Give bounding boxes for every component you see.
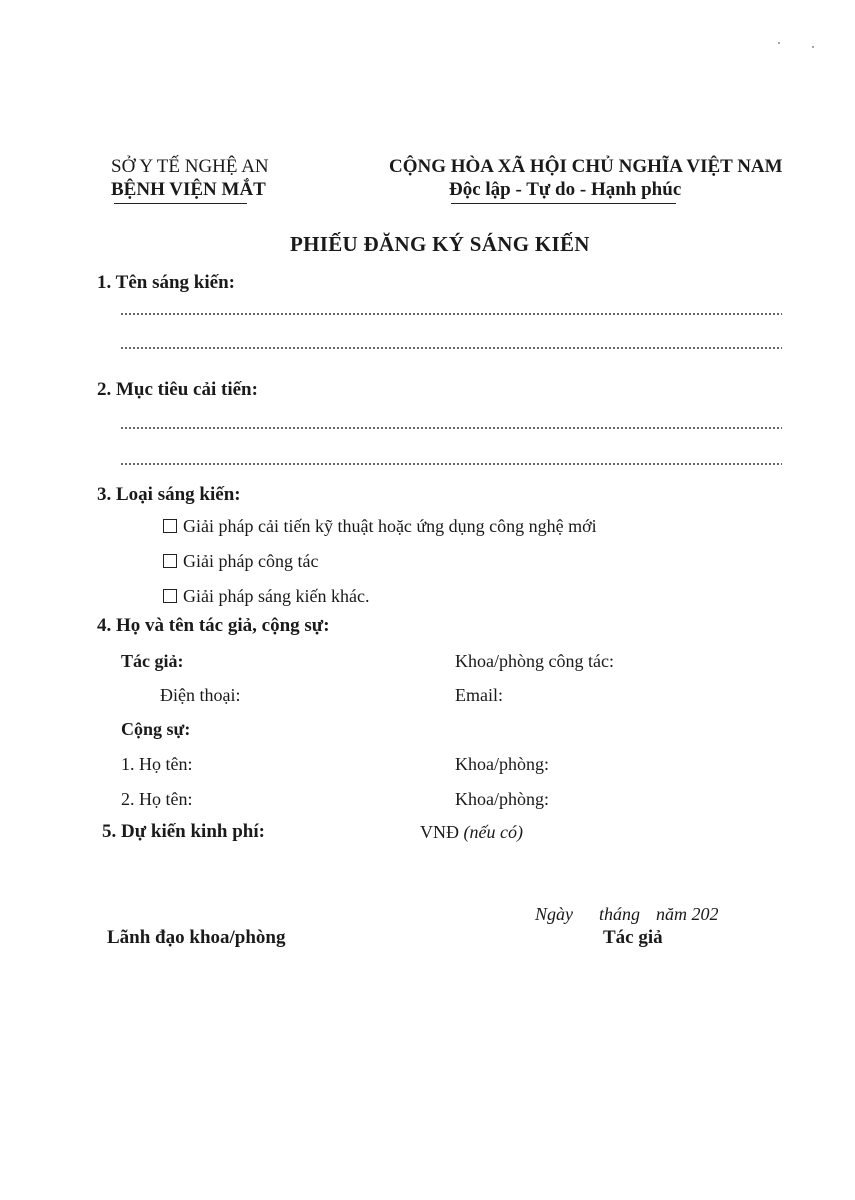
- author-label: Tác giả:: [121, 651, 184, 671]
- option-checkbox-1[interactable]: [163, 515, 597, 537]
- collaborator-2-dept-label: Khoa/phòng:: [455, 789, 549, 809]
- dept-name: SỞ Y TẾ NGHỆ AN: [111, 156, 269, 177]
- section-4-heading: 4. Họ và tên tác giả, cộng sự:: [97, 615, 330, 636]
- hospital-underline: [114, 203, 247, 204]
- checkbox-icon[interactable]: [163, 589, 177, 603]
- option-label: Giải pháp công tác: [183, 551, 319, 571]
- fill-line: [120, 463, 782, 465]
- collaborator-1-dept-label: Khoa/phòng:: [455, 754, 549, 774]
- author-email-label: Email:: [455, 685, 503, 705]
- section-3-heading: 3. Loại sáng kiến:: [97, 484, 241, 505]
- scan-speck: [812, 46, 814, 48]
- date-month: tháng: [599, 904, 641, 924]
- section-5-heading: 5. Dự kiến kinh phí:: [102, 821, 265, 842]
- fill-line: [120, 347, 782, 349]
- budget-note: (nếu có): [463, 822, 523, 842]
- budget-currency: VNĐ: [420, 822, 459, 842]
- option-label: Giải pháp sáng kiến khác.: [183, 586, 370, 606]
- option-checkbox-3[interactable]: [163, 585, 369, 607]
- budget-value: [420, 821, 523, 843]
- option-label: Giải pháp cải tiến kỹ thuật hoặc ứng dụng công nghệ mới: [183, 516, 597, 536]
- leader-signature-label: Lãnh đạo khoa/phòng: [107, 927, 286, 948]
- checkbox-icon[interactable]: [163, 519, 177, 533]
- motto: Độc lập - Tự do - Hạnh phúc: [449, 179, 682, 200]
- scan-speck: [778, 42, 780, 44]
- author-phone-label: Điện thoại:: [160, 685, 241, 705]
- nation-title: CỘNG HÒA XÃ HỘI CHỦ NGHĨA VIỆT NAM: [389, 156, 783, 177]
- collaborator-1-name-label: 1. Họ tên:: [121, 754, 193, 774]
- date-day: Ngày: [535, 904, 573, 924]
- fill-line: [120, 427, 782, 429]
- collaborator-2-name-label: 2. Họ tên:: [121, 789, 193, 809]
- author-dept-label: Khoa/phòng công tác:: [455, 651, 614, 671]
- collaborators-label: Cộng sự:: [121, 719, 191, 739]
- form-title: PHIẾU ĐĂNG KÝ SÁNG KIẾN: [290, 232, 590, 256]
- section-1-heading: 1. Tên sáng kiến:: [97, 272, 235, 293]
- motto-underline: [451, 203, 676, 204]
- date-year: năm 202: [656, 904, 719, 924]
- checkbox-icon[interactable]: [163, 554, 177, 568]
- author-signature-label: Tác giả: [603, 927, 663, 948]
- option-checkbox-2[interactable]: [163, 550, 318, 572]
- section-2-heading: 2. Mục tiêu cải tiến:: [97, 379, 258, 400]
- fill-line: [120, 313, 782, 315]
- hospital-name: BỆNH VIỆN MẮT: [111, 179, 266, 200]
